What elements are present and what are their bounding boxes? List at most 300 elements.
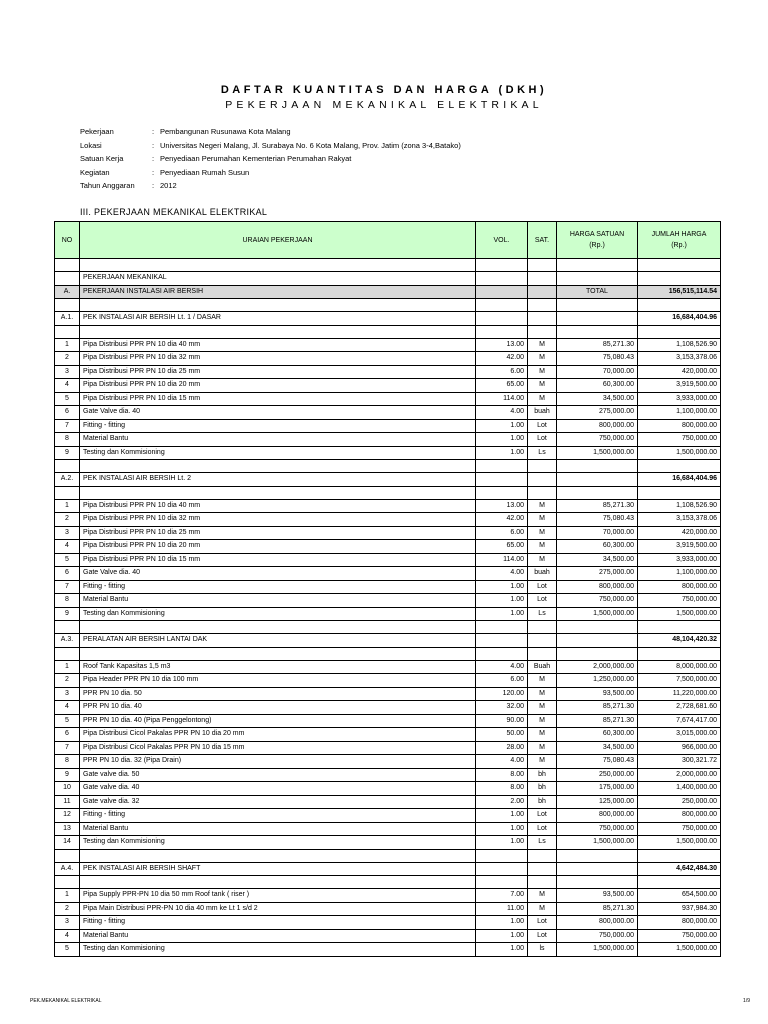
item-desc: Testing dan Kommisioning (80, 446, 476, 460)
item-amount: 3,015,000.00 (638, 728, 721, 742)
item-amount: 250,000.00 (638, 795, 721, 809)
item-vol: 1.00 (476, 836, 528, 850)
item-no: 9 (55, 607, 80, 621)
item-amount: 420,000.00 (638, 526, 721, 540)
meta-row (80, 181, 461, 195)
table-row (55, 379, 721, 393)
meta-value: Penyediaan Perumahan Kementerian Perumahan Rakyat (160, 154, 352, 163)
item-vol: 6.00 (476, 674, 528, 688)
item-vol: 114.00 (476, 392, 528, 406)
item-no: 9 (55, 446, 80, 460)
table-row (55, 755, 721, 769)
item-no: 1 (55, 889, 80, 903)
item-unit: M (528, 674, 557, 688)
item-desc: Pipa Main Distribusi PPR-PN 10 dia 40 mm ke Lt 1 s/d 2 (80, 902, 476, 916)
item-amount: 750,000.00 (638, 433, 721, 447)
item-desc: Pipa Distribusi PPR PN 10 dia 15 mm (80, 392, 476, 406)
item-amount: 2,000,000.00 (638, 768, 721, 782)
item-desc: Material Bantu (80, 594, 476, 608)
item-price: 750,000.00 (557, 929, 638, 943)
item-no: 2 (55, 902, 80, 916)
item-desc: Fitting - fitting (80, 809, 476, 823)
page-title: DAFTAR KUANTITAS DAN HARGA (DKH) (220, 84, 548, 96)
item-price: 800,000.00 (557, 916, 638, 930)
item-no: 1 (55, 660, 80, 674)
item-vol: 42.00 (476, 513, 528, 527)
item-price: 85,271.30 (557, 714, 638, 728)
header-sat: SAT. (528, 222, 557, 259)
table-row (55, 594, 721, 608)
item-no: 10 (55, 782, 80, 796)
item-amount: 1,500,000.00 (638, 607, 721, 621)
section-title: PEK INSTALASI AIR BERSIH Lt. 1 / DASAR (80, 312, 476, 326)
item-vol: 1.00 (476, 446, 528, 460)
item-desc: Pipa Distribusi PPR PN 10 dia 20 mm (80, 379, 476, 393)
item-price: 800,000.00 (557, 809, 638, 823)
spacer-row (55, 460, 721, 473)
item-no: 5 (55, 943, 80, 957)
item-no: 8 (55, 594, 80, 608)
item-no: 7 (55, 741, 80, 755)
table-row (55, 741, 721, 755)
item-vol: 4.00 (476, 406, 528, 420)
item-amount: 300,321.72 (638, 755, 721, 769)
item-unit: M (528, 352, 557, 366)
item-no: 13 (55, 822, 80, 836)
item-no: 3 (55, 365, 80, 379)
meta-separator: : (152, 167, 155, 177)
item-vol: 1.00 (476, 594, 528, 608)
item-vol: 1.00 (476, 916, 528, 930)
item-vol: 4.00 (476, 755, 528, 769)
item-no: 8 (55, 433, 80, 447)
meta-value: Pembangunan Rusunawa Kota Malang (160, 127, 291, 136)
item-amount: 1,500,000.00 (638, 446, 721, 460)
item-vol: 4.00 (476, 660, 528, 674)
item-amount: 7,674,417.00 (638, 714, 721, 728)
table-row (55, 446, 721, 460)
section-row (55, 634, 721, 648)
table-row (55, 822, 721, 836)
group-a-desc: PEKERJAAN INSTALASI AIR BERSIH (80, 285, 476, 299)
item-desc: Pipa Header PPR PN 10 dia 100 mm (80, 674, 476, 688)
item-unit: M (528, 365, 557, 379)
item-price: 800,000.00 (557, 419, 638, 433)
item-amount: 1,100,000.00 (638, 567, 721, 581)
meta-separator: : (152, 127, 155, 136)
item-desc: Fitting - fitting (80, 419, 476, 433)
item-unit: M (528, 513, 557, 527)
table-row (55, 365, 721, 379)
table-row (55, 419, 721, 433)
item-vol: 65.00 (476, 379, 528, 393)
meta-row (80, 168, 461, 182)
meta-label: Pekerjaan (80, 127, 114, 136)
item-price: 1,500,000.00 (557, 446, 638, 460)
item-no: 12 (55, 809, 80, 823)
item-amount: 420,000.00 (638, 365, 721, 379)
item-unit: bh (528, 795, 557, 809)
item-desc: Roof Tank Kapasitas 1,5 m3 (80, 660, 476, 674)
item-desc: Testing dan Kommisioning (80, 943, 476, 957)
item-no: 3 (55, 916, 80, 930)
meta-label: Satuan Kerja (80, 154, 124, 163)
table-row (55, 660, 721, 674)
item-unit: M (528, 379, 557, 393)
table-row (55, 406, 721, 420)
item-unit: buah (528, 406, 557, 420)
item-desc: Gate Valve dia. 40 (80, 406, 476, 420)
item-price: 85,271.30 (557, 499, 638, 513)
item-vol: 65.00 (476, 540, 528, 554)
group-a-total: 156,515,114.54 (638, 285, 721, 299)
item-amount: 7,500,000.00 (638, 674, 721, 688)
item-no: 3 (55, 526, 80, 540)
table-row (55, 836, 721, 850)
item-no: 9 (55, 768, 80, 782)
table-row (55, 687, 721, 701)
item-vol: 13.00 (476, 499, 528, 513)
header-uraian: URAIAN PEKERJAAN (80, 222, 476, 259)
table-row (55, 782, 721, 796)
table-row (55, 902, 721, 916)
item-price: 250,000.00 (557, 768, 638, 782)
item-amount: 937,984.30 (638, 902, 721, 916)
header-jumlah (638, 222, 721, 259)
item-vol: 50.00 (476, 728, 528, 742)
item-price: 750,000.00 (557, 594, 638, 608)
item-desc: Pipa Distribusi PPR PN 10 dia 25 mm (80, 526, 476, 540)
table-row (55, 768, 721, 782)
meta-separator: : (152, 154, 155, 163)
table-row (55, 674, 721, 688)
item-vol: 28.00 (476, 741, 528, 755)
table-row (55, 809, 721, 823)
item-no: 6 (55, 406, 80, 420)
item-unit: Lot (528, 809, 557, 823)
group-a-row (55, 285, 721, 299)
item-no: 5 (55, 392, 80, 406)
spacer-row (55, 647, 721, 660)
item-no: 1 (55, 338, 80, 352)
table-row (55, 433, 721, 447)
page-number: 1/9 (743, 998, 750, 1004)
item-no: 4 (55, 701, 80, 715)
item-desc: Pipa Distribusi PPR PN 10 dia 15 mm (80, 553, 476, 567)
item-desc: Gate valve dia. 40 (80, 782, 476, 796)
item-unit: bh (528, 782, 557, 796)
item-unit: M (528, 553, 557, 567)
item-no: 1 (55, 499, 80, 513)
item-desc: Pipa Distribusi PPR PN 10 dia 40 mm (80, 338, 476, 352)
item-amount: 11,220,000.00 (638, 687, 721, 701)
item-vol: 8.00 (476, 768, 528, 782)
item-vol: 13.00 (476, 338, 528, 352)
item-no: 7 (55, 419, 80, 433)
item-unit: Lot (528, 916, 557, 930)
section-heading: III. PEKERJAAN MEKANIKAL ELEKTRIKAL (80, 207, 268, 217)
item-desc: PPR PN 10 dia. 40 (80, 701, 476, 715)
item-price: 1,500,000.00 (557, 943, 638, 957)
table-row (55, 392, 721, 406)
section-code: A.4. (55, 862, 80, 876)
item-vol: 1.00 (476, 419, 528, 433)
item-unit: M (528, 728, 557, 742)
item-no: 6 (55, 567, 80, 581)
item-vol: 4.00 (476, 567, 528, 581)
item-no: 2 (55, 674, 80, 688)
item-amount: 750,000.00 (638, 822, 721, 836)
item-price: 1,250,000.00 (557, 674, 638, 688)
item-unit: Lot (528, 580, 557, 594)
item-amount: 1,500,000.00 (638, 943, 721, 957)
header-vol: VOL. (476, 222, 528, 259)
item-desc: Pipa Distribusi PPR PN 10 dia 40 mm (80, 499, 476, 513)
item-price: 70,000.00 (557, 365, 638, 379)
footer-left: PEK.MEKANIKAL ELEKTRIKAL (30, 998, 102, 1004)
table-header-row (55, 222, 721, 259)
item-desc: Material Bantu (80, 929, 476, 943)
item-amount: 3,933,000.00 (638, 553, 721, 567)
meta-row (80, 141, 461, 155)
table-row (55, 916, 721, 930)
item-price: 275,000.00 (557, 406, 638, 420)
item-price: 800,000.00 (557, 580, 638, 594)
header-harga-line1: HARGA SATUAN (569, 231, 625, 238)
item-vol: 11.00 (476, 902, 528, 916)
item-price: 1,500,000.00 (557, 607, 638, 621)
item-desc: Pipa Distribusi Cicol Pakalas PPR PN 10 dia 20 mm (80, 728, 476, 742)
item-unit: M (528, 701, 557, 715)
item-unit: M (528, 741, 557, 755)
item-unit: M (528, 755, 557, 769)
item-desc: Material Bantu (80, 433, 476, 447)
meta-value: Universitas Negeri Malang, Jl. Surabaya No. 6 Kota Malang, Prov. Jatim (zona 3-4,Batako) (160, 140, 461, 150)
item-desc: Fitting - fitting (80, 916, 476, 930)
item-price: 85,271.30 (557, 902, 638, 916)
table-row (55, 526, 721, 540)
group-a-no: A. (55, 285, 80, 299)
item-price: 60,300.00 (557, 379, 638, 393)
table-row (55, 580, 721, 594)
item-no: 7 (55, 580, 80, 594)
table-row (55, 943, 721, 957)
item-amount: 3,153,378.06 (638, 352, 721, 366)
spacer-row (55, 621, 721, 634)
item-unit: Lot (528, 822, 557, 836)
meta-row (80, 154, 461, 168)
item-price: 2,000,000.00 (557, 660, 638, 674)
item-price: 60,300.00 (557, 540, 638, 554)
section-code: A.3. (55, 634, 80, 648)
item-vol: 1.00 (476, 607, 528, 621)
table-row (55, 795, 721, 809)
table-row (55, 352, 721, 366)
item-amount: 800,000.00 (638, 916, 721, 930)
item-no: 14 (55, 836, 80, 850)
section-total: 4,642,484.30 (638, 862, 721, 876)
item-price: 275,000.00 (557, 567, 638, 581)
item-no: 4 (55, 929, 80, 943)
table-row (55, 607, 721, 621)
item-desc: PPR PN 10 dia. 40 (Pipa Penggelontong) (80, 714, 476, 728)
item-amount: 8,000,000.00 (638, 660, 721, 674)
item-unit: Lot (528, 929, 557, 943)
item-amount: 966,000.00 (638, 741, 721, 755)
item-amount: 800,000.00 (638, 419, 721, 433)
item-desc: Gate Valve dia. 40 (80, 567, 476, 581)
item-price: 750,000.00 (557, 822, 638, 836)
item-no: 2 (55, 513, 80, 527)
item-amount: 1,500,000.00 (638, 836, 721, 850)
item-vol: 1.00 (476, 809, 528, 823)
spacer-row (55, 849, 721, 862)
meta-row (80, 127, 461, 141)
section-total: 16,684,404.96 (638, 312, 721, 326)
item-unit: M (528, 714, 557, 728)
item-no: 4 (55, 379, 80, 393)
header-harga-line2: (Rp.) (589, 242, 605, 249)
section-title: PEK INSTALASI AIR BERSIH SHAFT (80, 862, 476, 876)
header-jumlah-line1: JUMLAH HARGA (651, 231, 707, 238)
spacer-row (55, 299, 721, 312)
item-desc: Gate valve dia. 50 (80, 768, 476, 782)
section-total: 48,104,420.32 (638, 634, 721, 648)
item-price: 34,500.00 (557, 392, 638, 406)
spacer-row (55, 486, 721, 499)
item-price: 75,080.43 (557, 352, 638, 366)
item-no: 6 (55, 728, 80, 742)
item-desc: Pipa Distribusi Cicol Pakalas PPR PN 10 dia 15 mm (80, 741, 476, 755)
item-no: 8 (55, 755, 80, 769)
item-unit: M (528, 889, 557, 903)
table-row (55, 540, 721, 554)
meta-separator: : (152, 140, 155, 150)
item-unit: bh (528, 768, 557, 782)
item-vol: 2.00 (476, 795, 528, 809)
spacer-row (55, 259, 721, 272)
item-vol: 120.00 (476, 687, 528, 701)
table-row (55, 929, 721, 943)
item-unit: ls (528, 943, 557, 957)
item-vol: 1.00 (476, 943, 528, 957)
item-no: 4 (55, 540, 80, 554)
section-row (55, 473, 721, 487)
item-vol: 1.00 (476, 822, 528, 836)
item-price: 93,500.00 (557, 687, 638, 701)
section-code: A.1. (55, 312, 80, 326)
item-unit: M (528, 499, 557, 513)
item-price: 34,500.00 (557, 553, 638, 567)
group-a-total-label: TOTAL (557, 285, 638, 299)
item-desc: Testing dan Kommisioning (80, 836, 476, 850)
item-unit: Lot (528, 419, 557, 433)
item-desc: Pipa Distribusi PPR PN 10 dia 32 mm (80, 352, 476, 366)
item-amount: 2,728,681.60 (638, 701, 721, 715)
meta-label: Tahun Anggaran (80, 181, 135, 190)
table-row (55, 889, 721, 903)
section-row (55, 862, 721, 876)
item-unit: M (528, 392, 557, 406)
item-unit: M (528, 526, 557, 540)
item-vol: 1.00 (476, 433, 528, 447)
item-amount: 1,108,526.90 (638, 499, 721, 513)
item-price: 1,500,000.00 (557, 836, 638, 850)
section-total: 16,684,404.96 (638, 473, 721, 487)
item-vol: 1.00 (476, 929, 528, 943)
item-price: 75,080.43 (557, 755, 638, 769)
section-title: PEK INSTALASI AIR BERSIH Lt. 2 (80, 473, 476, 487)
item-vol: 6.00 (476, 365, 528, 379)
quantity-price-table (54, 221, 721, 957)
item-price: 34,500.00 (557, 741, 638, 755)
item-desc: Fitting - fitting (80, 580, 476, 594)
item-no: 3 (55, 687, 80, 701)
item-vol: 32.00 (476, 701, 528, 715)
item-price: 70,000.00 (557, 526, 638, 540)
item-vol: 114.00 (476, 553, 528, 567)
item-amount: 3,919,500.00 (638, 540, 721, 554)
item-no: 11 (55, 795, 80, 809)
header-jumlah-line2: (Rp.) (671, 242, 687, 249)
item-unit: M (528, 540, 557, 554)
item-unit: Ls (528, 446, 557, 460)
item-unit: Lot (528, 433, 557, 447)
item-desc: PPR PN 10 dia. 50 (80, 687, 476, 701)
item-no: 5 (55, 714, 80, 728)
item-amount: 750,000.00 (638, 594, 721, 608)
meta-label: Kegiatan (80, 167, 110, 177)
item-desc: Pipa Distribusi PPR PN 10 dia 32 mm (80, 513, 476, 527)
meta-value: 2012 (160, 181, 177, 190)
header-no: NO (55, 222, 80, 259)
group-title: PEKERJAAN MEKANIKAL (80, 272, 476, 286)
table-row (55, 513, 721, 527)
table-row (55, 714, 721, 728)
item-unit: Ls (528, 607, 557, 621)
item-desc: Pipa Distribusi PPR PN 10 dia 20 mm (80, 540, 476, 554)
item-vol: 7.00 (476, 889, 528, 903)
table-row (55, 499, 721, 513)
table-row (55, 701, 721, 715)
item-amount: 654,500.00 (638, 889, 721, 903)
item-desc: Pipa Supply PPR-PN 10 dia 50 mm Roof tank ( riser ) (80, 889, 476, 903)
header-harga (557, 222, 638, 259)
item-price: 125,000.00 (557, 795, 638, 809)
item-amount: 800,000.00 (638, 809, 721, 823)
item-price: 75,080.43 (557, 513, 638, 527)
item-vol: 6.00 (476, 526, 528, 540)
item-amount: 750,000.00 (638, 929, 721, 943)
item-desc: Material Bantu (80, 822, 476, 836)
item-no: 2 (55, 352, 80, 366)
item-price: 85,271.30 (557, 338, 638, 352)
item-desc: Testing dan Kommisioning (80, 607, 476, 621)
item-desc: Gate valve dia. 32 (80, 795, 476, 809)
page-subtitle: PEKERJAAN MEKANIKAL ELEKTRIKAL (225, 99, 543, 111)
item-unit: buah (528, 567, 557, 581)
meta-label: Lokasi (80, 140, 102, 150)
item-amount: 3,153,378.06 (638, 513, 721, 527)
item-unit: Lot (528, 594, 557, 608)
item-desc: PPR PN 10 dia. 32 (Pipa Drain) (80, 755, 476, 769)
item-unit: Buah (528, 660, 557, 674)
spacer-row (55, 876, 721, 889)
item-unit: Ls (528, 836, 557, 850)
item-vol: 42.00 (476, 352, 528, 366)
item-price: 85,271.30 (557, 701, 638, 715)
item-vol: 1.00 (476, 580, 528, 594)
